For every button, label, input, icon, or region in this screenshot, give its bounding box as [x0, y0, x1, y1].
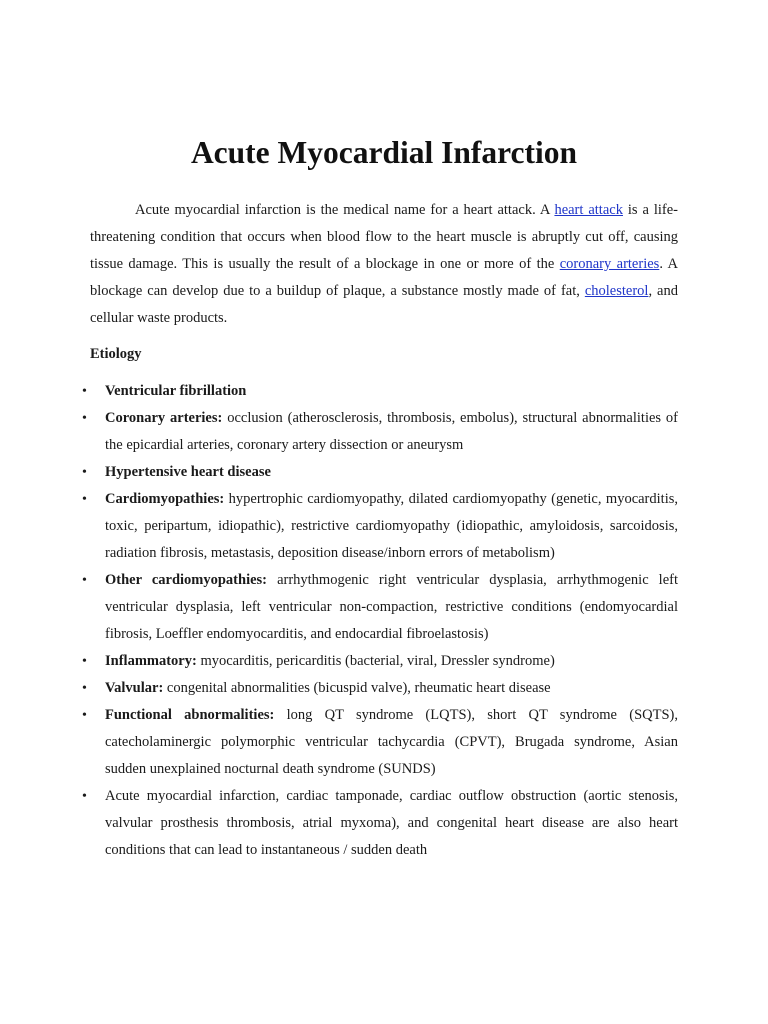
intro-text-3: . A blockage can develop due to a buildup of plaque, a substance mostly made of fat,	[90, 256, 678, 299]
bullet-icon: •	[82, 492, 87, 507]
list-item-term: Other cardiomyopathies:	[105, 572, 268, 588]
list-item-text: long QT syndrome (LQTS), short QT syndrome (SQTS), catecholaminergic polymorphic ventricular tachycardia (CPVT), Brugada syndrome, Asian sudden unexplained nocturnal death syndrome (SUNDS)	[105, 707, 678, 777]
list-item-text: Acute myocardial infarction, cardiac tamponade, cardiac outflow obstruction (aortic stenosis, valvular prosthesis thrombosis, atrial myxoma), and congenital heart disease are also heart conditions that can lead to instantaneous / sudden death	[105, 788, 678, 858]
list-item	[82, 783, 678, 864]
bullet-icon: •	[82, 654, 87, 669]
list-item	[82, 702, 678, 783]
document-title: Acute Myocardial Infarction	[190, 135, 578, 170]
list-item-text: arrhythmogenic right ventricular dysplasia, arrhythmogenic left ventricular dysplasia, left ventricular non-compaction, restrictive conditions (endomyocardial fibrosis, Loeffler endomyocarditis, and endocardial fibroelastosis)	[105, 572, 678, 642]
etiology-list	[0, 378, 768, 864]
bullet-icon: •	[82, 573, 87, 588]
intro-text-1: Acute myocardial infarction is the medical name for a heart attack. A	[135, 202, 555, 218]
bullet-icon: •	[82, 411, 87, 426]
list-item-term: Cardiomyopathies:	[105, 491, 225, 507]
list-item	[82, 378, 678, 405]
intro-paragraph	[90, 197, 678, 332]
list-item-term: Coronary arteries:	[105, 410, 223, 426]
section-heading-etiology: Etiology	[90, 346, 142, 362]
list-item-text: occlusion (atherosclerosis, thrombosis, embolus), structural abnormalities of the epicardial arteries, coronary artery dissection or aneurysm	[105, 410, 678, 453]
bullet-icon: •	[82, 465, 87, 480]
intro-text-2: is a life-threatening condition that occurs when blood flow to the heart muscle is abruptly cut off, causing tissue damage. This is usually the result of a blockage in one or more of the	[90, 202, 679, 272]
list-item-term: Functional abnormalities:	[105, 707, 275, 723]
list-item	[82, 567, 678, 648]
list-item-text: myocarditis, pericarditis (bacterial, viral, Dressler syndrome)	[196, 653, 555, 669]
list-item	[82, 486, 678, 567]
bullet-icon: •	[82, 789, 87, 804]
list-item	[82, 405, 678, 459]
list-item	[82, 459, 678, 486]
list-item	[82, 675, 678, 702]
list-item-term: Ventricular fibrillation	[105, 383, 247, 399]
list-item-term: Hypertensive heart disease	[105, 464, 271, 480]
bullet-icon: •	[82, 384, 87, 399]
heart-attack-link[interactable]: heart attack	[554, 202, 623, 218]
intro-text-4: , and cellular waste products.	[90, 283, 678, 326]
bullet-icon: •	[82, 681, 87, 696]
list-item-text: hypertrophic cardiomyopathy, dilated cardiomyopathy (genetic, myocarditis, toxic, peripartum, idiopathic), restrictive cardiomyopathy (idiopathic, amyloidosis, sarcoidosis, radiation fibrosis, metastasis, deposition disease/inborn errors of metabolism)	[105, 491, 678, 561]
cholesterol-link[interactable]: cholesterol	[584, 283, 649, 299]
list-item-term: Valvular:	[105, 680, 164, 696]
list-item-term: Inflammatory:	[105, 653, 197, 669]
list-item	[82, 648, 678, 675]
bullet-icon: •	[82, 708, 87, 723]
list-item-text: congenital abnormalities (bicuspid valve), rheumatic heart disease	[163, 680, 551, 696]
coronary-arteries-link[interactable]: coronary arteries	[559, 256, 660, 272]
